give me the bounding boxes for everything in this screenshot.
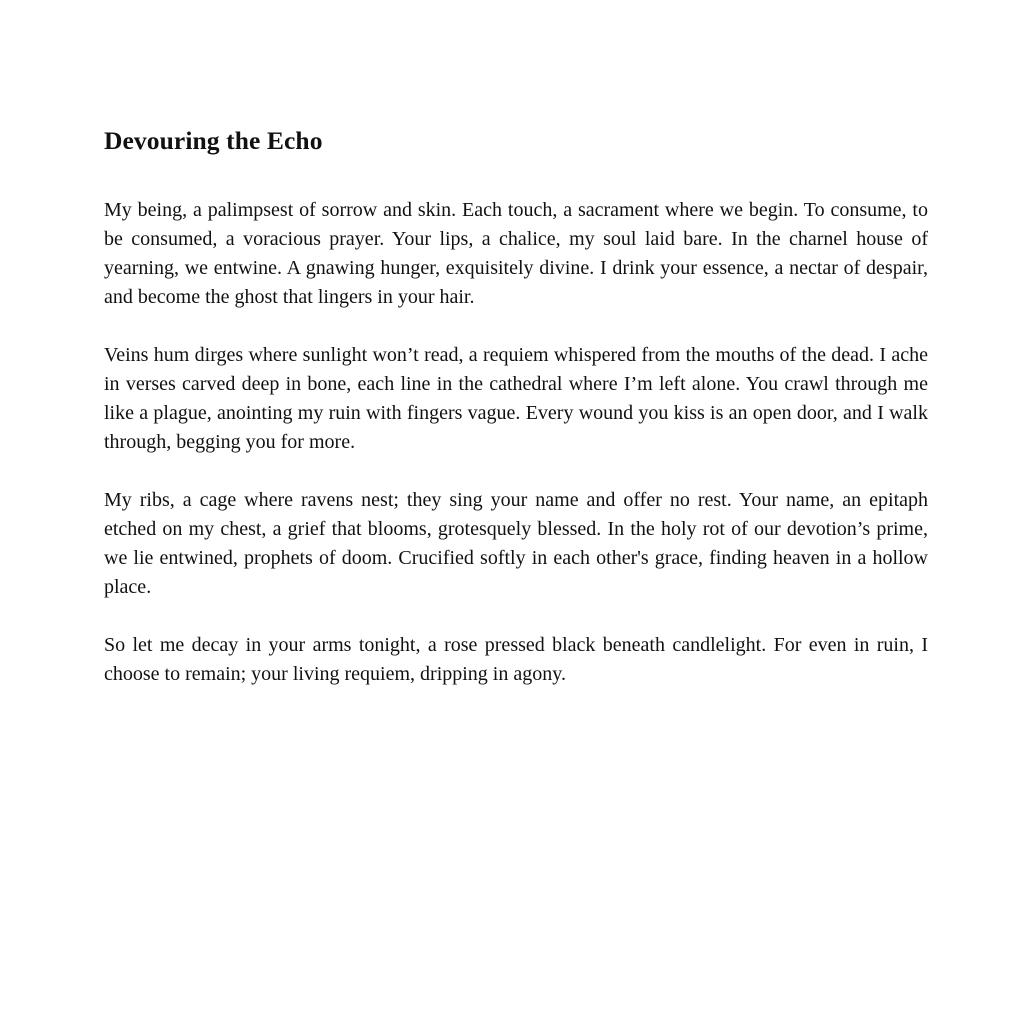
stanza-4: So let me decay in your arms tonight, a rose pressed black beneath candlelight. For even in ruin, I choose to remain; your living requiem, dripping in agony. <box>104 634 928 685</box>
stanza-1: My being, a palimpsest of sorrow and skin. Each touch, a sacrament where we begin. To consume, to be consumed, a voracious prayer. Your lips, a chalice, my soul laid bare. In the charnel house of yearning, we entwine. A gnawing hunger, exquisitely divine. I drink your essence, a nectar of despair, and become the ghost that lingers in your hair. <box>104 199 928 308</box>
stanza-3: My ribs, a cage where ravens nest; they sing your name and offer no rest. Your name, an epitaph etched on my chest, a grief that blooms, grotesquely blessed. In the holy rot of our devotion’s prime, we lie entwined, prophets of doom. Crucified softly in each other's grace, finding heaven in a hollow place. <box>104 489 928 598</box>
document-page <box>104 122 928 718</box>
stanza-2: Veins hum dirges where sunlight won’t read, a requiem whispered from the mouths of the dead. I ache in verses carved deep in bone, each line in the cathedral where I’m left alone. You crawl through me like a plague, anointing my ruin with fingers vague. Every wound you kiss is an open door, and I walk through, begging you for more. <box>104 344 928 453</box>
poem-title: Devouring the Echo <box>104 126 323 155</box>
